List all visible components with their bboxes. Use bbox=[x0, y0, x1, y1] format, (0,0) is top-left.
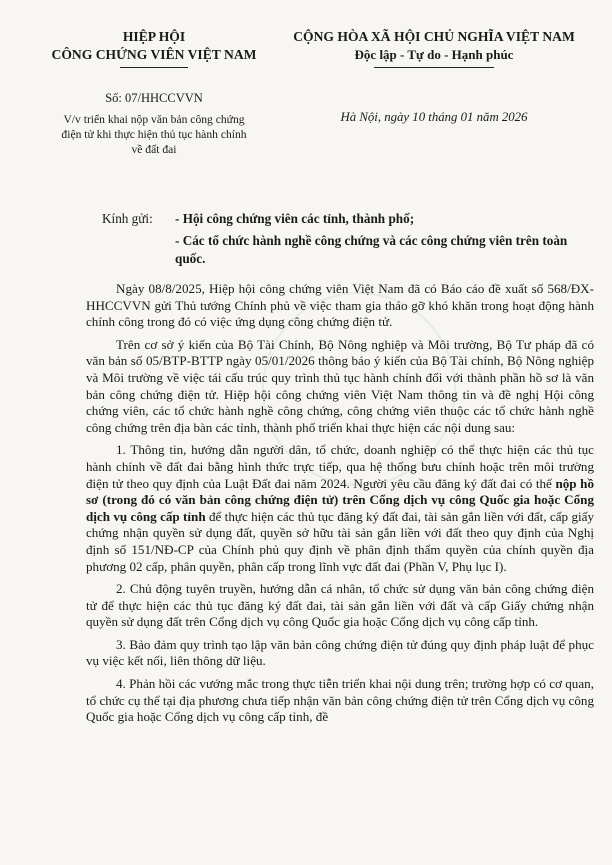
recipient-list bbox=[175, 210, 595, 272]
body-paragraph: Trên cơ sở ý kiến của Bộ Tài Chính, Bộ Nông nghiệp và Môi trường, Bộ Tư pháp đã có văn bản số 05/BTP-BTTP ngày 05/01/2026 thông báo ý kiến của Bộ Tài chính, Bộ Nông nghiệp và Môi trường về việc tái cấu trúc quy trình thủ tục hành chính đối với thành phần hồ sơ là văn bản công chứng điện tử. Hiệp hội công chứng viên Việt Nam thông tin và đề nghị Hội công chứng viên, các tổ chức hành nghề công chứng, công chứng viên thuộc các tổ chức hành nghề công chứng trên địa bàn các tỉnh, thành phố triển khai thực hiện các nội dung sau: bbox=[86, 336, 594, 435]
document-number: Số: 07/HHCCVVN bbox=[105, 91, 203, 105]
subject-line: điện tử khi thực hiện thủ tục hành chính bbox=[61, 128, 247, 141]
body-paragraph-item-2: 2. Chủ động tuyên truyền, hướng dẫn cá nhân, tổ chức sử dụng văn bản công chứng điện tử để thực hiện các thủ tục đăng ký đất đai, tài sản gắn liền với đất và cấp Giấy chứng nhận quyền sử dụng đất trên Cổng dịch vụ công Quốc gia hoặc Cổng dịch vụ công cấp tỉnh. bbox=[86, 581, 594, 630]
national-title: CỘNG HÒA XÃ HỘI CHỦ NGHĨA VIỆT NAM bbox=[293, 29, 575, 44]
national-motto: Độc lập - Tự do - Hạnh phúc bbox=[354, 47, 514, 62]
document-subject bbox=[40, 112, 268, 157]
item-1-text-end: để thực hiện các thủ tục đăng ký đất đai, tài sản gắn liền với đất, cấp giấy chứng nhận quyền sử dụng đất, quyền sở hữu tài sản gắn liền với đất theo quy định của Nghị định số 151/NĐ-CP của Chính phủ quy định về phân định thẩm quyền của chính quyền địa phương 02 cấp, phân quyền, phân cấp trong lĩnh vực đất đai (Phần V, Phụ lục I). bbox=[86, 508, 594, 574]
recipient-item: - Hội công chứng viên các tỉnh, thành phố; bbox=[175, 211, 415, 226]
document-body bbox=[86, 281, 594, 732]
body-paragraph-item-3: 3. Bảo đảm quy trình tạo lập văn bản công chứng điện tử đúng quy định pháp luật để phục vụ việc kết nối, liên thông dữ liệu. bbox=[86, 636, 594, 669]
body-paragraph-item-4: 4. Phản hồi các vướng mắc trong thực tiễn triển khai nội dung trên; trường hợp có cơ quan, tổ chức cụ thể tại địa phương chưa tiếp nhận văn bản công chứng điện tử trên Cổng dịch vụ công Quốc gia hoặc Cổng dịch vụ công cấp tỉnh, đề bbox=[86, 676, 594, 725]
body-paragraph: Ngày 08/8/2025, Hiệp hội công chứng viên Việt Nam đã có Báo cáo đề xuất số 568/ĐX-HHCCVVN gửi Thủ tướng Chính phủ về việc tham gia tháo gỡ khó khăn trong hoạt động hành chính công trong đó có việc ứng dụng công chứng điện tử. bbox=[86, 281, 594, 330]
document-date: Hà Nội, ngày 10 tháng 01 năm 2026 bbox=[340, 110, 528, 124]
body-paragraph-item-1 bbox=[86, 442, 594, 575]
national-header bbox=[276, 28, 592, 64]
organization-line-2: CÔNG CHỨNG VIÊN VIỆT NAM bbox=[51, 47, 257, 62]
item-1-text-start: 1. Thông tin, hướng dẫn người dân, tổ chức, doanh nghiệp có thể thực hiện các thủ tục hành chính về đất đai bằng hình thức trực tiếp, qua hệ thống bưu chính hoặc trên môi trường điện tử theo quy định của Luật Đất đai năm 2024. Người yêu cầu đăng ký đất đai có thể bbox=[86, 442, 594, 491]
organization-line-1: HIỆP HỘI bbox=[122, 29, 186, 44]
subject-line: về đất đai bbox=[131, 143, 177, 156]
organization-underline bbox=[120, 67, 188, 68]
recipient-item: - Các tổ chức hành nghề công chứng và các công chứng viên trên toàn quốc. bbox=[175, 233, 568, 266]
motto-underline bbox=[374, 67, 494, 68]
subject-line: V/v triển khai nộp văn bản công chứng bbox=[63, 113, 245, 126]
organization-header bbox=[40, 28, 268, 64]
item-1-bold-text: nộp hồ sơ (trong đó có văn bản công chứng điện tử) trên Cổng dịch vụ công Quốc gia hoặc Cổng dịch vụ công cấp tỉnh bbox=[86, 475, 594, 524]
recipient-label: Kính gửi: bbox=[102, 211, 153, 226]
